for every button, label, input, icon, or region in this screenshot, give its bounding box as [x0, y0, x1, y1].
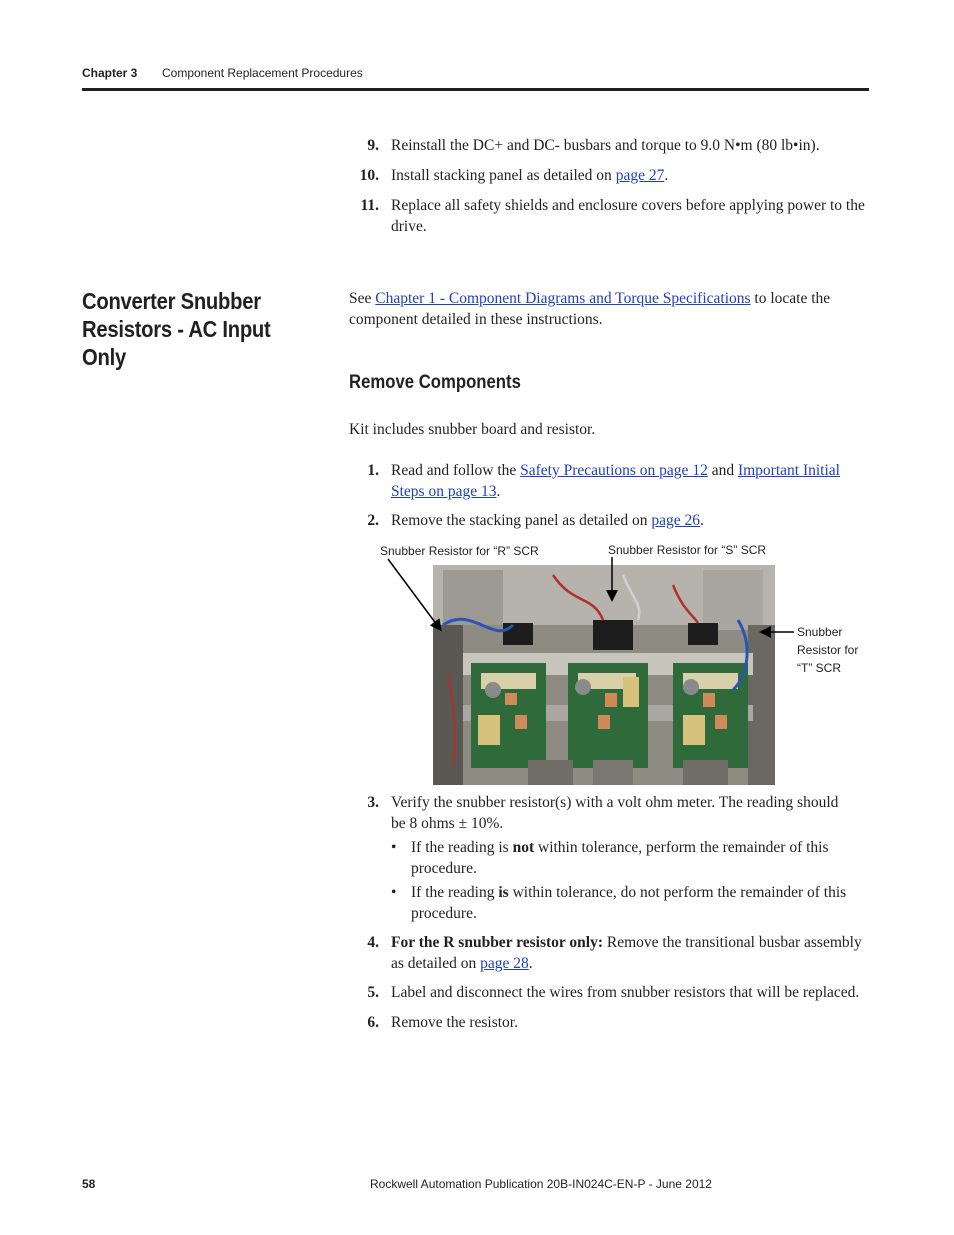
- bullet-text: [411, 838, 829, 879]
- step-number: 2.: [367, 512, 379, 529]
- list-item: [349, 1013, 871, 1033]
- bullet-text-part: procedure.: [411, 859, 477, 877]
- bullet-text-part: within tolerance, perform the remainder of this: [534, 839, 829, 856]
- list-item: [349, 166, 869, 186]
- step-number: 1.: [367, 462, 379, 479]
- chapter-link[interactable]: Chapter 1 - Component Diagrams and Torque Specifications: [375, 290, 751, 307]
- initial-steps-link[interactable]: Important Initial: [737, 462, 840, 479]
- subsection-heading-text: Remove Components: [349, 372, 521, 393]
- arrow-r: [388, 559, 440, 629]
- intro-paragraph: [349, 289, 869, 330]
- kit-text: Kit includes snubber board and resistor.: [349, 421, 596, 438]
- step-text-part: .: [700, 512, 704, 529]
- section-title-line: Converter Snubber: [82, 288, 261, 314]
- step-number: 5.: [367, 984, 379, 1001]
- step-text: Replace all safety shields and enclosure covers before applying power to the drive.: [391, 197, 865, 235]
- label-t-line: “T” SCR: [797, 661, 841, 675]
- list-item: [349, 136, 869, 156]
- step-text: [391, 793, 838, 834]
- intro-text: See: [349, 290, 376, 307]
- header-rule: [82, 88, 869, 91]
- step-number: 9.: [367, 137, 379, 154]
- step-number: 11.: [360, 197, 379, 214]
- initial-steps-link[interactable]: Steps on page 13: [391, 482, 497, 500]
- step-number: 3.: [367, 794, 379, 811]
- safety-link[interactable]: Safety Precautions on page 12: [520, 462, 708, 479]
- step-number: 10.: [359, 167, 379, 184]
- publication-info: Rockwell Automation Publication 20B-IN024C-EN-P - June 2012: [370, 1177, 712, 1191]
- step-text: [391, 166, 668, 187]
- step-text-part: Read and follow the: [391, 462, 521, 479]
- step-text: Remove the resistor.: [391, 1014, 518, 1031]
- label-t-scr: [797, 623, 858, 677]
- page-link[interactable]: page 26: [651, 512, 701, 529]
- page-number: 58: [82, 1177, 96, 1191]
- step-text-part: .: [496, 482, 501, 500]
- step-text-part: as detailed on: [391, 954, 481, 972]
- bullet-dot: •: [391, 884, 397, 901]
- step-text: [391, 511, 704, 532]
- label-t-line: Resistor for: [797, 643, 859, 657]
- step-text: Reinstall the DC+ and DC- busbars and torque to 9.0 N•m (80 lb•in).: [391, 137, 820, 154]
- bullet-item: [391, 838, 871, 880]
- bullet-text-part: If the reading is: [411, 839, 513, 856]
- step-text-part: .: [528, 954, 533, 972]
- section-title-line: Resistors - AC Input Only: [82, 316, 271, 370]
- bullet-text-part: within tolerance, do not perform the remainder of this: [508, 884, 847, 901]
- subsection-heading: [349, 372, 544, 394]
- snubber-board-r: [471, 663, 546, 768]
- chapter-label: Chapter 3: [82, 66, 138, 80]
- step-number: 4.: [367, 934, 379, 951]
- section-title: [82, 287, 342, 371]
- page-link[interactable]: page 28: [480, 954, 529, 972]
- snubber-board-t: [673, 663, 748, 768]
- bullet-text-part: procedure.: [411, 904, 477, 922]
- step-text-part: Remove the stacking panel as detailed on: [391, 512, 652, 529]
- step-number: 6.: [367, 1014, 379, 1031]
- intro-text: to locate the: [750, 290, 831, 307]
- page-link[interactable]: page 27: [615, 167, 665, 184]
- bullet-dot: •: [391, 839, 397, 856]
- list-item: [349, 511, 869, 531]
- step-text: [391, 933, 862, 974]
- step-text-part: and: [707, 462, 738, 479]
- section-label: Component Replacement Procedures: [162, 66, 363, 80]
- step-text-part: Install stacking panel as detailed on: [391, 167, 616, 184]
- callout-arrows: [380, 555, 800, 645]
- list-item: [349, 933, 871, 975]
- step-text-part: Remove the transitional busbar assembly: [603, 934, 862, 951]
- step-text-part: .: [664, 167, 669, 184]
- step-text-part: be 8 ohms ± 10%.: [391, 814, 504, 832]
- intro-text: component detailed in these instructions.: [349, 310, 603, 328]
- list-item: [349, 793, 871, 835]
- step-text: [391, 461, 871, 502]
- label-r-scr: Snubber Resistor for “R” SCR: [380, 544, 539, 558]
- step-text: Label and disconnect the wires from snubber resistors that will be replaced.: [391, 984, 860, 1001]
- bullet-text-bold: not: [512, 839, 535, 856]
- list-item: [349, 983, 871, 1003]
- list-item: [349, 196, 871, 238]
- bullet-text-bold: is: [498, 884, 509, 901]
- snubber-board-s: [568, 663, 648, 768]
- label-t-line: Snubber: [797, 625, 843, 639]
- step-text-part: Verify the snubber resistor(s) with a volt ohm meter. The reading should: [391, 794, 839, 811]
- bullet-item: [391, 883, 871, 925]
- list-item: [349, 461, 871, 503]
- step-text-bold: For the R snubber resistor only:: [391, 934, 603, 951]
- bullet-text: [411, 883, 846, 924]
- label-s-scr: Snubber Resistor for “S” SCR: [608, 543, 767, 557]
- bullet-text-part: If the reading: [411, 884, 499, 901]
